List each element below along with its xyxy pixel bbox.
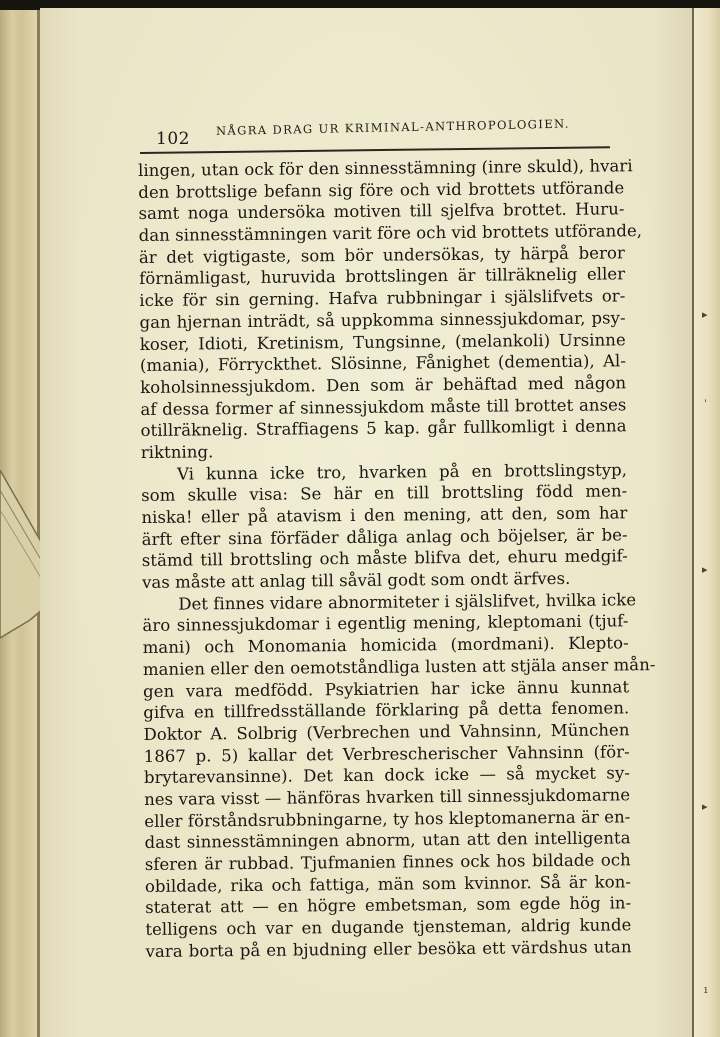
text-line: (mania), Förryckthet. Slösinne, Fånighet (dementia), Al- bbox=[139, 351, 627, 376]
page-header bbox=[140, 116, 610, 150]
next-page-edge bbox=[692, 8, 720, 1037]
text-line: niska! eller på atavism i den mening, att den, som har bbox=[141, 503, 628, 527]
text-line: Doktor A. Solbrig (Verbrechen und Vahnsinn, München bbox=[143, 720, 630, 744]
text-line: nes vara visst — hänföras hvarken till sinnessjukdomarne bbox=[144, 785, 631, 809]
text-line: dast sinnesstämningen abnorm, utan att den intelligenta bbox=[144, 828, 631, 853]
body-text bbox=[138, 155, 656, 962]
margin-mark: ▸ bbox=[702, 563, 708, 576]
text-line: koser, Idioti, Kretinism, Tungsinne, (melankoli) Ursinne bbox=[139, 329, 626, 354]
text-line: stämd till brottsling och måste blifva det, ehuru medgif- bbox=[141, 546, 628, 571]
page-number: 102 bbox=[156, 129, 190, 149]
text-line: icke för sin gerning. Hafva rubbningar i själslifvets or- bbox=[139, 286, 626, 311]
text-line: otillräknelig. Straffiagens 5 kap. går fullkomligt i denna bbox=[140, 416, 627, 441]
text-line: brytarevansinne). Det kan dock icke — så mycket sy- bbox=[143, 763, 630, 788]
text-line: manien eller den oemotståndliga lusten att stjäla anser mån- bbox=[142, 654, 656, 679]
text-line: obildade, rika och fattiga, män som kvinnor. Så är kon- bbox=[144, 871, 632, 896]
text-line: telligens och var en dugande tjensteman, aldrig kunde bbox=[145, 915, 632, 940]
text-line: förnämligast, huruvida brottslingen är tillräknelig eller bbox=[139, 264, 626, 289]
margin-mark: ▸ bbox=[702, 308, 708, 321]
text-line: mani) och Monomania homicida (mordmani). Klepto- bbox=[142, 633, 629, 658]
margin-mark: ▸ bbox=[702, 800, 708, 813]
text-line: gen vara medfödd. Psykiatrien har icke ännu kunnat bbox=[143, 676, 630, 701]
text-line: riktning. bbox=[140, 442, 214, 462]
text-line: Vi kunna icke tro, hvarken på en brottslingstyp, bbox=[176, 459, 628, 484]
text-line: 1867 p. 5) kallar det Verbrescherischer Vahnsinn (för- bbox=[143, 741, 630, 766]
text-line: sferen är rubbad. Tjufmanien finnes ock hos bildade och bbox=[144, 850, 631, 874]
text-line: äro sinnessjukdomar i egentlig mening, kleptomani (tjuf- bbox=[142, 611, 629, 636]
text-line: staterat att — en högre embetsman, som egde hög in- bbox=[145, 893, 632, 918]
text-line: dan sinnesstämningen varit före och vid brottets utförande, bbox=[138, 221, 643, 246]
text-line: af dessa former af sinnessjukdom måste till brottet anses bbox=[140, 394, 627, 419]
text-line: eller förståndsrubbningarne, ty hos kleptomanerna är en- bbox=[144, 806, 631, 831]
text-line: den brottslige befann sig före och vid brottets utförande bbox=[138, 178, 625, 202]
text-line: är det vigtigaste, som bör undersökas, ty härpå beror bbox=[138, 243, 626, 267]
text-line: vara borta på en bjudning eller besöka ett värdshus utan bbox=[145, 937, 632, 961]
text-line: samt noga undersöka motiven till sjelfva brottet. Huru- bbox=[138, 199, 625, 224]
text-line: ärft efter sina förfäder dåliga anlag och böjelser, är be- bbox=[141, 525, 628, 549]
margin-mark: ı bbox=[704, 983, 708, 996]
margin-mark: ˈ bbox=[704, 398, 708, 411]
text-line: Det finnes vidare abnormiteter i själslifvet, hvilka icke bbox=[178, 589, 637, 614]
text-line: vas måste att anlag till såväl godt som ondt ärfves. bbox=[141, 568, 571, 593]
text-line: lingen, utan ock för den sinnesstämning (inre skuld), hvari bbox=[138, 156, 633, 180]
text-line: gifva en tillfredsställande förklaring på detta fenomen. bbox=[143, 698, 630, 723]
text-line: koholsinnessjukdom. Den som är behäftad med någon bbox=[140, 373, 627, 397]
running-title: NÅGRA DRAG UR KRIMINAL-ANTHROPOLOGIEN. bbox=[215, 116, 570, 138]
text-line: gan hjernan inträdt, så uppkomma sinnessjukdomar, psy- bbox=[139, 308, 626, 332]
text-line: som skulle visa: Se här en till brottsling född men- bbox=[141, 481, 628, 506]
